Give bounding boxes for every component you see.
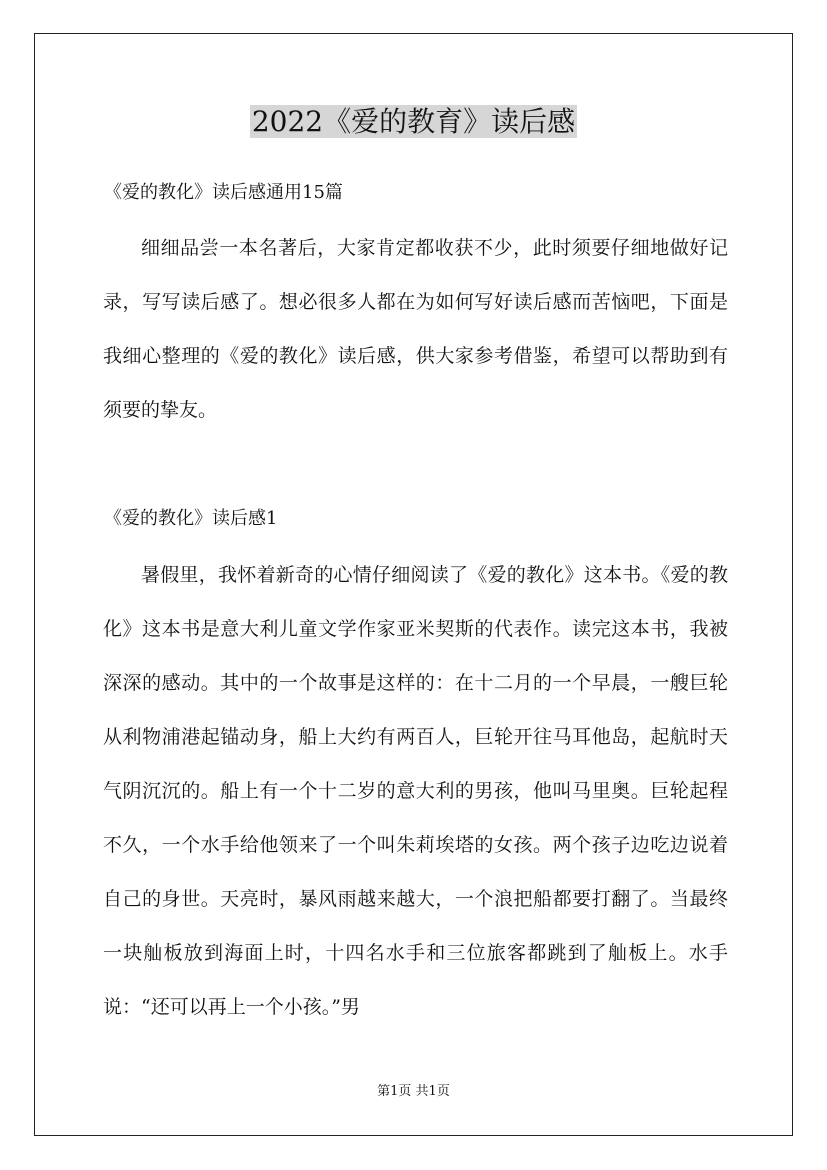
intro-paragraph: 细细品尝一本名著后，大家肯定都收获不少，此时须要仔细地做好记录，写写读后感了。想必很多人都在为如何写好读后感而苦恼吧，下面是我细心整理的《爱的教化》读后感，供大家参考借鉴，希望可以帮助到有须要的挚友。 [103,237,728,421]
page-footer: 第1页 共1页 [377,1084,450,1099]
section-heading: 《爱的教化》读后感1 [104,508,278,529]
document-title [0,100,827,144]
document-title-text: 2022《爱的教育》读后感 [251,105,576,138]
document-subtitle: 《爱的教化》读后感通用15篇 [104,182,343,203]
section-body-paragraph: 暑假里，我怀着新奇的心情仔细阅读了《爱的教化》这本书。《爱的教化》这本书是意大利儿童文学作家亚米契斯的代表作。读完这本书，我被深深的感动。其中的一个故事是这样的：在十二月的一个早晨，一艘巨轮从利物浦港起锚动身，船上大约有两百人，巨轮开往马耳他岛，起航时天气阴沉沉的。船上有一个十二岁的意大利的男孩，他叫马里奥。巨轮起程不久，一个水手给他领来了一个叫朱莉埃塔的女孩。两个孩子边吃边说着自己的身世。天亮时，暴风雨越来越大，一个浪把船都要打翻了。当最终一块舢板放到海面上时，十四名水手和三位旅客都跳到了舢板上。水手说：“还可以再上一个小孩。”男 [103,564,728,1018]
